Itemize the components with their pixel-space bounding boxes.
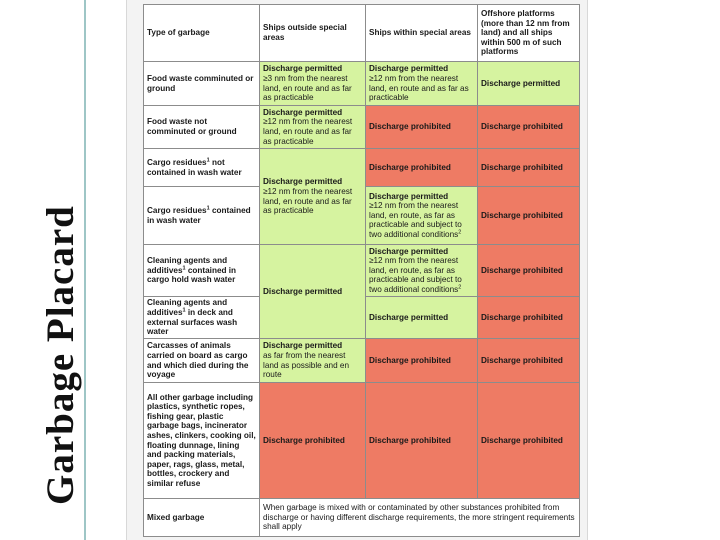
cell-title: Discharge permitted — [369, 64, 449, 74]
row-type-suffix: in deck and external surfaces wash water — [147, 307, 238, 337]
cell-mixed-note: When garbage is mixed with or contaminated by other substances prohibited from discharge or having different discharge requirements, the more stringent requirements shall apply — [260, 499, 580, 537]
cell-detail — [369, 256, 474, 294]
row-type: Carcasses of animals carried on board as cargo and which died during the voyage — [144, 339, 260, 383]
table-row — [144, 245, 580, 297]
cell-offshore: Discharge permitted — [478, 62, 580, 106]
row-type-suffix: not contained in wash water — [147, 157, 242, 177]
row-type-text: Cargo residues — [147, 205, 207, 215]
cell-outside: Discharge prohibited — [260, 383, 366, 499]
cell-outside-merged: Discharge permitted — [260, 245, 366, 339]
cell-title: Discharge permitted — [369, 191, 449, 201]
footnote-mark: 1 — [206, 157, 210, 164]
table-row — [144, 106, 580, 149]
row-type: Food waste not comminuted or ground — [144, 106, 260, 149]
table-row — [144, 62, 580, 106]
garbage-discharge-table — [143, 4, 580, 537]
cell-within: Discharge prohibited — [366, 383, 478, 499]
cell-title: Discharge permitted — [263, 177, 343, 187]
cell-within: Discharge prohibited — [366, 106, 478, 149]
cell-within: Discharge prohibited — [366, 339, 478, 383]
row-type-text: Cargo residues — [147, 157, 207, 167]
cell-within — [366, 62, 478, 106]
footnote-mark: 2 — [458, 284, 462, 291]
row-type-text: Cleaning agents and additives — [147, 256, 228, 275]
cell-detail: ≥12 nm from the nearest land, en route and as far as practicable — [369, 73, 469, 103]
header-within: Ships within special areas — [366, 5, 478, 62]
row-type — [144, 187, 260, 245]
cell-offshore: Discharge prohibited — [478, 297, 580, 339]
table-row — [144, 499, 580, 537]
header-offshore: Offshore platforms (more than 12 nm from land) and all ships within 500 m of such platforms — [478, 5, 580, 62]
cell-detail: as far from the nearest land as possible and en route — [263, 350, 350, 380]
cell-outside-merged — [260, 149, 366, 245]
cell-offshore: Discharge prohibited — [478, 149, 580, 187]
cell-detail: ≥12 nm from the nearest land, en route and as far as practicable — [263, 186, 353, 216]
cell-title: Discharge permitted — [369, 246, 449, 256]
row-type — [144, 149, 260, 187]
row-type: Mixed garbage — [144, 499, 260, 537]
footnote-mark: 2 — [458, 229, 462, 236]
footnote-mark: 1 — [206, 205, 210, 212]
cell-within: Discharge permitted — [366, 297, 478, 339]
slide-title: Garbage Placard — [39, 205, 82, 505]
row-type-suffix: contained in cargo hold wash water — [147, 265, 237, 285]
cell-offshore: Discharge prohibited — [478, 339, 580, 383]
header-outside: Ships outside special areas — [260, 5, 366, 62]
row-type — [144, 297, 260, 339]
footnote-mark: 1 — [182, 307, 186, 314]
cell-outside — [260, 106, 366, 149]
cell-offshore: Discharge prohibited — [478, 383, 580, 499]
cell-outside — [260, 62, 366, 106]
cell-offshore: Discharge prohibited — [478, 245, 580, 297]
cell-title: Discharge permitted — [263, 64, 343, 74]
side-accent-bar — [84, 0, 86, 540]
row-type — [144, 245, 260, 297]
cell-within — [366, 245, 478, 297]
cell-outside — [260, 339, 366, 383]
row-type-text: Cleaning agents and additives — [147, 298, 228, 317]
cell-within — [366, 187, 478, 245]
header-type: Type of garbage — [144, 5, 260, 62]
cell-offshore: Discharge prohibited — [478, 106, 580, 149]
row-type: All other garbage including plastics, synthetic ropes, fishing gear, plastic garbage bags, incinerator ashes, clinkers, cooking oil, floating dunnage, lining and packing materials, paper, rags, glass, metal, bottles, crockery and similar refuse — [144, 383, 260, 499]
table-row — [144, 339, 580, 383]
table-header-row — [144, 5, 580, 62]
row-type: Food waste comminuted or ground — [144, 62, 260, 106]
cell-detail: ≥12 nm from the nearest land, en route and as far as practicable — [263, 117, 353, 146]
footnote-mark: 1 — [182, 264, 186, 271]
cell-detail-text: ≥12 nm from the nearest land, en route, as far as practicable and subject to two additional conditions — [369, 201, 462, 239]
garbage-table-wrapper — [143, 4, 579, 536]
cell-detail-text: ≥12 nm from the nearest land, en route, as far as practicable and subject to two additional conditions — [369, 256, 462, 294]
cell-title: Discharge permitted — [263, 107, 343, 117]
cell-detail: ≥3 nm from the nearest land, en route and as far as practicable — [263, 73, 352, 103]
cell-offshore: Discharge prohibited — [478, 187, 580, 245]
row-type-suffix: contained in wash water — [147, 205, 251, 225]
cell-detail — [369, 201, 474, 239]
cell-within: Discharge prohibited — [366, 149, 478, 187]
table-row — [144, 383, 580, 499]
cell-title: Discharge permitted — [263, 341, 343, 351]
table-row — [144, 149, 580, 187]
